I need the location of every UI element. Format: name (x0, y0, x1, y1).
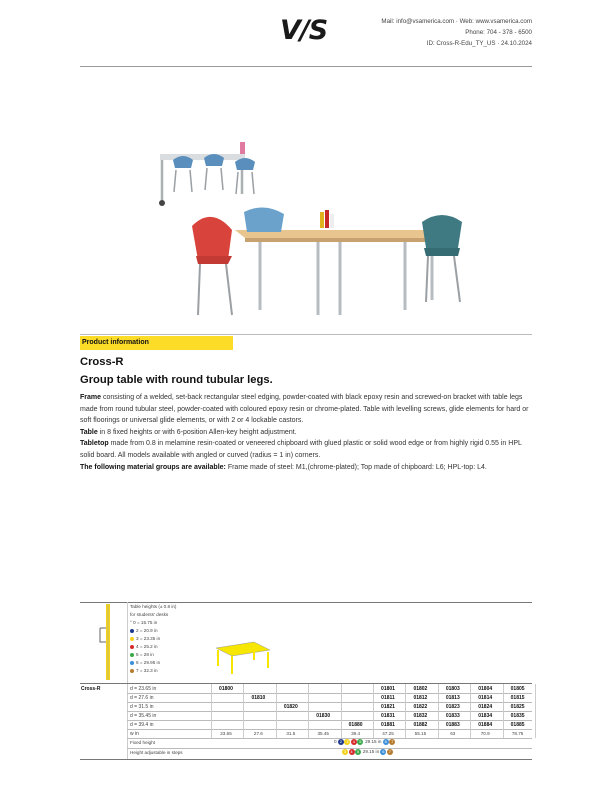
fixed-height-value: 29.15 in (363, 739, 383, 745)
article-code: 01832 (413, 712, 428, 719)
article-code: 01882 (413, 721, 428, 728)
height-label: 5 = 28 in (136, 652, 154, 657)
width-value: 35.45 (317, 730, 329, 736)
article-code: 01803 (445, 685, 460, 692)
width-value: 31.5 (286, 730, 296, 736)
article-code: 01801 (381, 685, 395, 692)
depth-label: d = 23.65 in (130, 685, 157, 692)
article-code: 01834 (478, 712, 493, 719)
contact-line-id: ID: Cross-R-Edu_TY_US · 24.10.2024 (426, 40, 532, 47)
col-divider (503, 684, 504, 738)
depth-label: d = 31.5 in (130, 703, 154, 710)
height-label: 0 = 15.75 in (133, 620, 158, 625)
height-color-dot-icon (130, 669, 134, 673)
depth-label: d = 27.6 in (130, 694, 154, 701)
row-line (127, 748, 532, 749)
height-gauge-icon (98, 604, 120, 681)
article-code: 01804 (478, 685, 493, 692)
width-value: 39.4 (351, 730, 361, 736)
article-code: 01810 (251, 694, 266, 701)
table-bottom-border (80, 759, 532, 760)
table-top-border (80, 602, 532, 603)
article-code: 01881 (381, 721, 395, 728)
header-divider (80, 66, 532, 67)
height-item (130, 628, 158, 633)
castor-icon (159, 200, 165, 206)
article-code: 01811 (381, 694, 395, 701)
height-label: 3 = 23.35 in (136, 636, 161, 641)
height-item (130, 636, 160, 641)
photo-divider (80, 334, 532, 335)
article-code: 01884 (478, 721, 493, 728)
depth-label: d = 39.4 in (130, 721, 154, 728)
height-item (130, 668, 158, 673)
col-divider (127, 602, 128, 760)
height-label: 7 = 32.3 in (136, 668, 158, 673)
back-chair-3 (235, 158, 255, 194)
materials-paragraph: The following material groups are available: Frame made of steel: M1,(chrome-plated); Top made of chipboard: L6; HPL-top: L4. (80, 463, 487, 471)
col-divider (211, 684, 212, 738)
red-chair (192, 217, 232, 315)
height-badge-icon: 4 (352, 739, 355, 744)
height-badge-icon: 3 (346, 739, 349, 744)
product-photo (140, 130, 490, 325)
vs-logo: V/S (280, 15, 328, 46)
height-color-dot-icon (130, 637, 134, 641)
height-badge-icon: 3 (343, 749, 347, 754)
col-divider (341, 684, 342, 738)
article-code: 01814 (478, 694, 493, 701)
table-paragraph: Table in 8 fixed heights or with 6-position Allen-key height adjustment. (80, 428, 297, 436)
height-badge-icon: 2 (339, 739, 342, 744)
heights-subtitle: for students' desks (130, 612, 169, 617)
adjustable-label: Height adjustable in steps (130, 750, 183, 755)
col-divider (405, 684, 406, 738)
article-code: 01805 (510, 685, 525, 692)
height-label: 6 = 29.95 in (136, 660, 161, 665)
col-divider (276, 684, 277, 738)
fixed-height-values (334, 739, 396, 745)
back-table-top (160, 154, 245, 160)
article-code: 01835 (510, 712, 525, 719)
article-code: 01812 (413, 694, 428, 701)
depth-label: d = 35.45 in (130, 712, 157, 719)
product-name: Cross-R (80, 356, 124, 368)
article-code: 01823 (445, 703, 460, 710)
width-value: 47.25 (382, 730, 394, 736)
width-value: 63 (450, 730, 456, 736)
contact-line-phone: Phone: 704 - 378 - 6500 (465, 29, 532, 36)
product-description (80, 392, 532, 473)
row-line (127, 738, 532, 739)
height-color-dot-icon (130, 645, 134, 649)
spec-table (80, 602, 532, 760)
article-code: 01883 (445, 721, 460, 728)
article-code: 01830 (316, 712, 331, 719)
width-value: 23.65 (220, 730, 232, 736)
tabletop-paragraph: Tabletop made from 0.8 in melamine resin-coated or veneered chipboard with glued plastic or solid wood edge or from highly rigid 0.55 in HPL solid board. All models available with angled or curved (radius = 1 in) corners. (80, 440, 522, 459)
width-value: 78.75 (511, 730, 524, 736)
teal-chair (422, 215, 462, 302)
col-divider (308, 684, 309, 738)
article-code: 01800 (219, 685, 233, 692)
article-code: 01885 (510, 721, 525, 728)
article-code: 01821 (381, 703, 395, 710)
table-sketch-icon (212, 638, 274, 678)
bottle-icon (240, 142, 245, 154)
article-code: 01813 (445, 694, 460, 701)
col-divider (438, 684, 439, 738)
product-subtitle: Group table with round tubular legs. (80, 374, 273, 386)
height-badge-icon: 5 (359, 739, 362, 744)
article-code: 01820 (283, 703, 298, 710)
article-code: 01833 (445, 712, 460, 719)
contact-line-mail-web: Mail: info@vsamerica.com · Web: www.vsamerica.com (381, 18, 532, 25)
heights-title: Table heights (± 0.8 in) (130, 604, 177, 609)
height-item (130, 652, 154, 657)
height-badge-icon: 7 (391, 739, 394, 744)
height-label: 4 = 25.2 in (136, 644, 158, 649)
article-code: 01815 (510, 694, 525, 701)
article-code: 01880 (348, 721, 363, 728)
frame-paragraph: Frame consisting of a welded, set-back rectangular steel edging, powder-coated with black epoxy resin and screwed-on bracket with table legs made from round tubular steel, powder-coated with coloured epoxy resin or chrome-plated. Table with levelling screws, glide elements for hard or soft floorings or universal glide elements, or with 2 or 4 lockable castors. (80, 394, 529, 425)
col-divider (535, 684, 536, 738)
section-label: Product information (82, 339, 149, 346)
contact-info (381, 16, 532, 49)
height-badge-icon: 5 (356, 749, 360, 754)
col-divider (243, 684, 244, 738)
width-value: 55.15 (414, 730, 427, 736)
article-code: 01825 (510, 703, 525, 710)
height-color-dot-icon (130, 653, 134, 657)
height-label: 2 = 20.9 in (136, 628, 158, 633)
height-badge-icon: 7 (388, 749, 392, 754)
width-value: 70.9 (480, 730, 490, 736)
article-code: 01831 (381, 712, 395, 719)
model-name: Cross-R (81, 686, 101, 692)
height-item (130, 660, 160, 665)
height-color-dot-icon (130, 661, 134, 665)
height-badge-icon: 6 (384, 739, 387, 744)
col-divider (470, 684, 471, 738)
article-code: 01824 (478, 703, 493, 710)
back-chair-2 (204, 154, 224, 190)
height-color-dot-icon (130, 629, 134, 633)
fixed-height-label: Fixed height (130, 740, 156, 745)
width-label: w in (130, 730, 139, 737)
height-item (130, 644, 158, 649)
col-divider (373, 684, 374, 738)
adjustable-values (342, 749, 393, 755)
fixed-height-prefix: 0 (334, 739, 338, 745)
blue-chair (244, 207, 284, 232)
width-value: 27.6 (253, 730, 263, 736)
section-label-band (80, 336, 233, 350)
header-divider-line (80, 683, 532, 684)
adjustable-value: 29.15 in (361, 749, 381, 755)
back-chair-1 (173, 156, 193, 192)
height-badge-icon: 6 (382, 749, 385, 754)
article-code: 01802 (413, 685, 428, 692)
article-code: 01822 (413, 703, 428, 710)
height-item: ° 0 = 15.75 in (130, 620, 158, 625)
height-badge-icon: 4 (350, 749, 353, 754)
